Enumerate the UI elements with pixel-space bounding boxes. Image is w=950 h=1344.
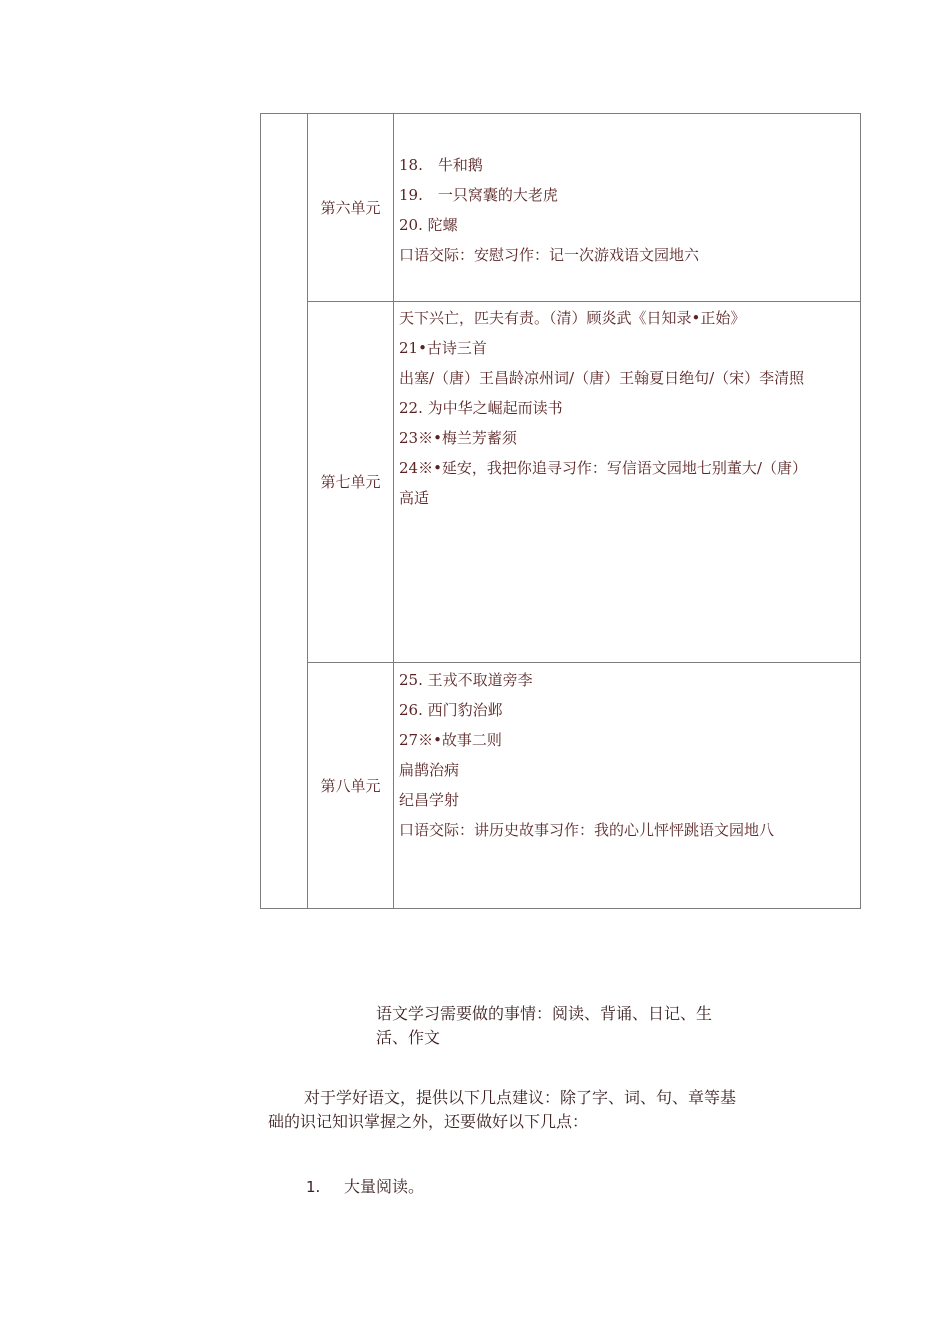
lesson-item: 18. 牛和鹅	[399, 156, 483, 174]
lesson-item: 天下兴亡，匹夫有责。（清）顾炎武《日知录•正始》	[399, 309, 746, 327]
unit-contents	[399, 303, 857, 513]
lesson-item: 24※•延安，我把你追寻习作：写信语文园地七别董大/（唐）高适	[399, 459, 807, 507]
lesson-item: 21•古诗三首	[399, 339, 487, 357]
lesson-item: 口语交际：讲历史故事习作：我的心儿怦怦跳语文园地八	[399, 821, 775, 839]
lesson-item: 25. 王戎不取道旁李	[399, 671, 533, 689]
lesson-item: 扁鹊治病	[399, 761, 460, 779]
curriculum-table	[260, 113, 861, 909]
unit-contents	[399, 665, 857, 845]
lesson-item: 26. 西门豹治邺	[399, 701, 503, 719]
lesson-item: 20. 陀螺	[399, 216, 458, 234]
unit-label: 第七单元	[320, 472, 381, 491]
list-item-number	[306, 1175, 320, 1199]
list-number: 1.	[306, 1178, 321, 1196]
lesson-item: 出塞/（唐）王昌龄凉州词/（唐）王翰夏日绝句/（宋）李清照	[399, 369, 805, 387]
unit-contents	[399, 150, 857, 270]
lesson-item: 23※•梅兰芳蓄须	[399, 429, 517, 447]
lesson-item: 27※•故事二则	[399, 731, 502, 749]
list-item: 大量阅读。	[344, 1177, 425, 1196]
unit-label: 第八单元	[320, 777, 381, 795]
advice-paragraph: 对于学好语文，提供以下几点建议：除了字、词、句、章等基础的识记知识掌握之外，还要做好以下几点：	[268, 1088, 737, 1131]
lesson-item: 22. 为中华之崛起而读书	[399, 399, 563, 417]
study-tasks-paragraph: 语文学习需要做的事情：阅读、背诵、日记、生活、作文	[376, 1004, 713, 1047]
lesson-item: 19. 一只窝囊的大老虎	[399, 186, 558, 204]
column-divider	[393, 114, 394, 908]
lesson-item: 纪昌学射	[399, 791, 460, 809]
lesson-item: 口语交际：安慰习作：记一次游戏语文园地六	[399, 246, 700, 264]
unit-label: 第六单元	[320, 198, 381, 217]
